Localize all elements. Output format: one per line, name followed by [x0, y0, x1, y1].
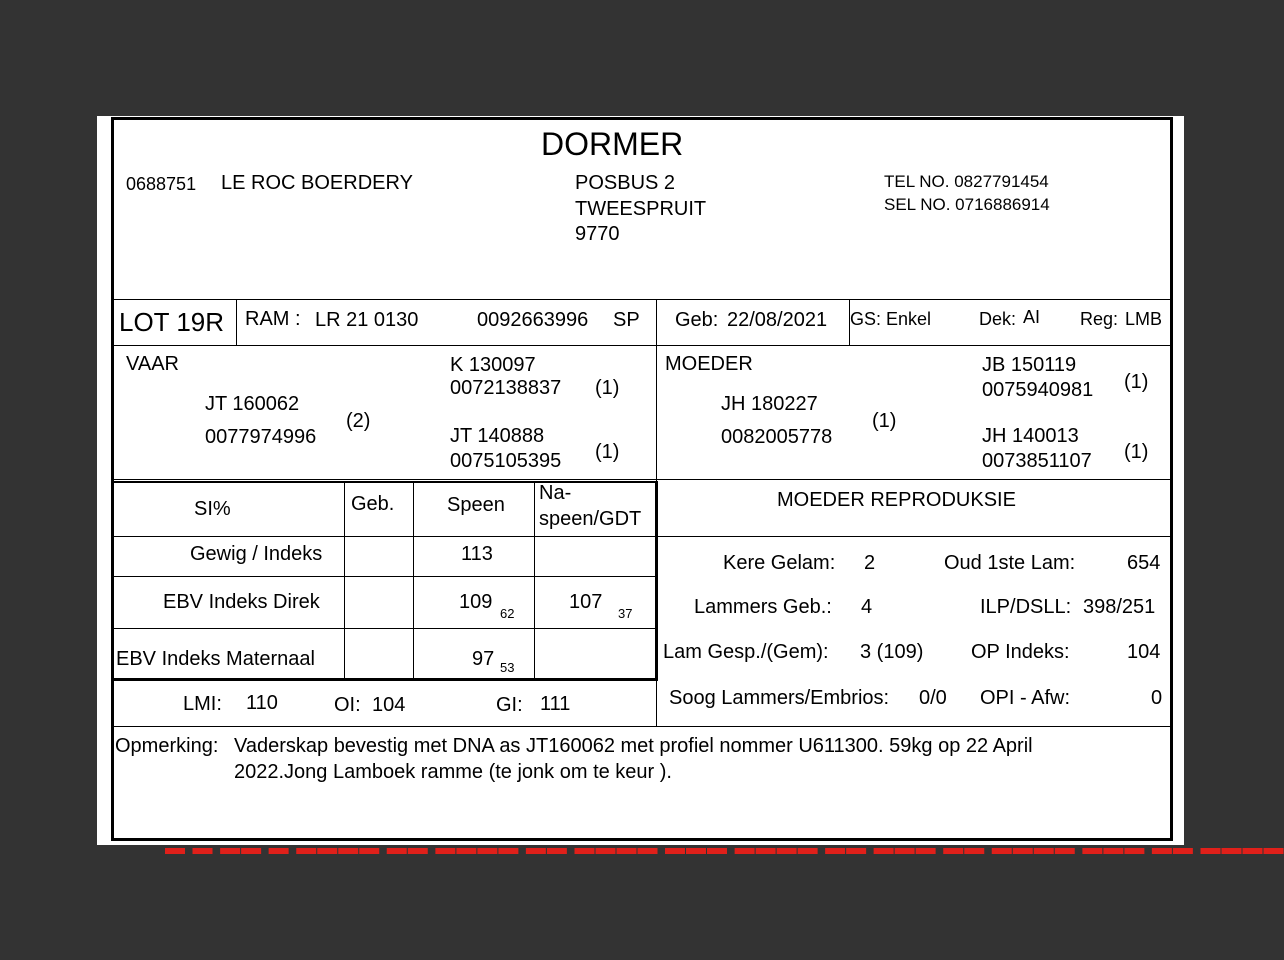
reg-value: LMB — [1125, 309, 1163, 329]
op-value: 104 — [1127, 641, 1161, 663]
dam-dam-id: JH 140013 — [982, 425, 1079, 447]
sire-sire-count: (1) — [595, 377, 620, 399]
tel-number: TEL NO. 0827791454 — [884, 172, 1049, 191]
perf-row-speen-sub: 62 — [500, 606, 515, 621]
oud-label: Oud 1ste Lam: — [944, 552, 1076, 574]
dam-sire-number: 0075940981 — [982, 379, 1094, 401]
breeder-number: 0688751 — [126, 174, 197, 194]
ilp-value: 398/251 — [1083, 596, 1156, 618]
perf-row-speen: 109 — [459, 591, 493, 613]
ram-grade: SP — [613, 309, 640, 331]
sire-id: JT 160062 — [205, 393, 300, 415]
sire-dam-number: 0075105395 — [450, 450, 562, 472]
kere-label: Kere Gelam: — [723, 552, 836, 574]
perf-row-speen: 97 — [472, 648, 495, 670]
dek-value: AI — [1023, 307, 1041, 327]
perf-col-si: SI% — [194, 498, 231, 520]
repro-title-line — [657, 536, 1172, 537]
perf-row-line-1 — [113, 536, 656, 537]
perf-row-naspeen: 107 — [569, 591, 603, 613]
dam-sire-count: (1) — [1124, 371, 1149, 393]
perf-col-naspeen-1: Na- — [539, 482, 572, 504]
ram-divider — [656, 299, 657, 345]
perf-row-label: EBV Indeks Direk — [163, 591, 320, 613]
frame-top — [112, 117, 1172, 120]
dam-id: JH 180227 — [721, 393, 818, 415]
perf-col-divider-2 — [413, 482, 414, 679]
lammers-label: Lammers Geb.: — [694, 596, 832, 618]
perf-row-label: EBV Indeks Maternaal — [116, 648, 315, 670]
perf-row-speen: 113 — [461, 543, 493, 565]
dek-label: Dek: — [979, 309, 1017, 329]
gs-value: GS: Enkel — [850, 309, 932, 329]
breeder-name: LE ROC BOERDERY — [221, 172, 413, 194]
perf-box-top — [113, 481, 658, 483]
dam-sire-id: JB 150119 — [982, 354, 1077, 376]
lot-row-top-line — [112, 299, 1172, 300]
gi-label: GI: — [496, 694, 523, 716]
perf-col-naspeen-2: speen/GDT — [539, 508, 642, 530]
repro-title: MOEDER REPRODUKSIE — [777, 489, 1016, 511]
lammers-value: 4 — [861, 596, 873, 618]
lmi-value: 110 — [246, 692, 278, 714]
footer-red-text-cutoff: ▬ ▬ ▬▬ ▬ ▬▬▬▬ ▬▬ ▬▬▬▬ ▬▬ ▬▬▬▬ ▬▬▬ ▬▬▬▬ ▬▬ ▬▬▬ ▬▬ ▬▬▬▬ ▬▬▬ ▬▬ ▬▬▬▬ — [165, 837, 1284, 859]
address-line-1: POSBUS 2 — [575, 172, 676, 194]
sire-dam-id: JT 140888 — [450, 425, 545, 447]
perf-col-geb: Geb. — [351, 493, 395, 515]
lot-number: LOT 19R — [119, 307, 225, 337]
opi-value: 0 — [1151, 687, 1163, 709]
sire-label: VAAR — [126, 353, 179, 375]
perf-row-line-2 — [113, 576, 656, 577]
opi-label: OPI - Afw: — [980, 687, 1071, 709]
remark-line-2: 2022.Jong Lamboek ramme (te jonk om te keur ). — [234, 761, 672, 783]
perf-row-naspeen-sub: 37 — [618, 606, 633, 621]
perf-row-line-3 — [113, 628, 656, 629]
kere-value: 2 — [864, 552, 876, 574]
gesp-label: Lam Gesp./(Gem): — [663, 641, 829, 663]
lot-row-bottom-line — [112, 345, 1172, 346]
repro-divider — [656, 480, 657, 726]
sire-number: 0077974996 — [205, 426, 317, 448]
perf-col-divider-1 — [344, 482, 345, 679]
gesp-value: 3 (109) — [860, 641, 924, 663]
lot-divider — [236, 299, 237, 345]
sire-sire-number: 0072138837 — [450, 377, 562, 399]
gi-value: 111 — [540, 693, 571, 715]
address-line-3: 9770 — [575, 223, 620, 245]
pedigree-bottom-line — [112, 479, 1172, 480]
perf-row-speen-sub: 53 — [500, 660, 515, 675]
ram-reg-number: 0092663996 — [477, 309, 589, 331]
address-line-2: TWEESPRUIT — [575, 198, 707, 220]
sire-dam-count: (1) — [595, 441, 620, 463]
dam-label: MOEDER — [665, 353, 753, 375]
born-date: 22/08/2021 — [727, 309, 828, 331]
reg-label: Reg: — [1080, 309, 1119, 329]
ilp-label: ILP/DSLL: — [980, 596, 1072, 618]
perf-row-label: Gewig / Indeks — [190, 543, 323, 565]
ram-id: LR 21 0130 — [315, 309, 419, 331]
dam-dam-number: 0073851107 — [982, 450, 1092, 472]
perf-box-bottom — [113, 678, 658, 681]
dam-count: (1) — [872, 410, 897, 432]
remark-label: Opmerking: — [115, 735, 219, 757]
born-label: Geb: — [675, 309, 719, 331]
oud-value: 654 — [1127, 552, 1161, 574]
soog-value: 0/0 — [919, 687, 947, 709]
ram-label: RAM : — [245, 308, 301, 330]
dam-number: 0082005778 — [721, 426, 833, 448]
oi-value: 104 — [372, 694, 406, 716]
sire-sire-id: K 130097 — [450, 354, 536, 376]
soog-label: Soog Lammers/Embrios: — [669, 687, 890, 709]
pedigree-divider — [656, 345, 657, 480]
oi-label: OI: — [334, 694, 361, 716]
sire-count: (2) — [346, 410, 371, 432]
op-label: OP Indeks: — [971, 641, 1070, 663]
perf-col-divider-3 — [534, 482, 535, 679]
indices-bottom-line — [112, 726, 1172, 727]
remark-line-1: Vaderskap bevestig met DNA as JT160062 met profiel nommer U611300. 59kg op 22 April — [234, 735, 1033, 757]
catalogue-card — [97, 116, 1284, 859]
lmi-label: LMI: — [183, 693, 222, 715]
perf-col-speen: Speen — [447, 494, 505, 516]
breed-title: DORMER — [541, 126, 684, 162]
dam-dam-count: (1) — [1124, 441, 1149, 463]
sel-number: SEL NO. 0716886914 — [884, 195, 1050, 214]
